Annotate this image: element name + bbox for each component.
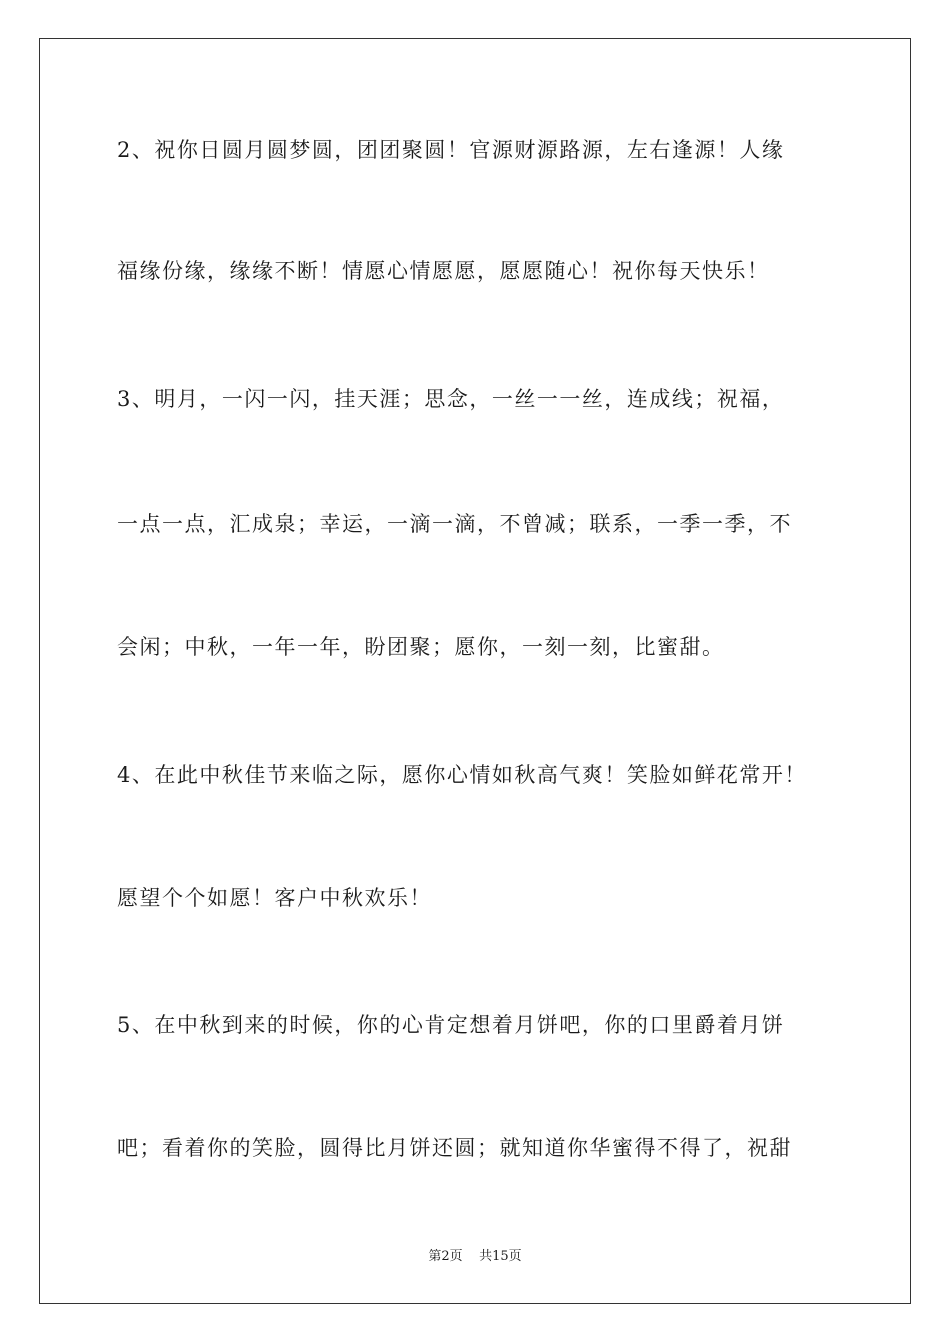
page-footer [0,1248,950,1266]
body-text-line: 一点一点，汇成泉；幸运，一滴一滴，不曾减；联系，一季一季，不 [117,512,792,536]
body-text-line: 愿望个个如愿！客户中秋欢乐！ [117,886,432,910]
body-text-line: 4、在此中秋佳节来临之际，愿你心情如秋高气爽！笑脸如鲜花常开！ [117,763,807,787]
page-border [39,38,911,1304]
body-text-line: 吧；看着你的笑脸，圆得比月饼还圆；就知道你华蜜得不得了，祝甜 [117,1136,792,1160]
page-number: 第2页 [428,1249,463,1264]
body-text-line: 3、明月，一闪一闪，挂天涯；思念，一丝一一丝，连成线；祝福， [117,387,785,411]
body-text-line: 5、在中秋到来的时候，你的心肯定想着月饼吧，你的口里爵着月饼 [117,1013,785,1037]
page-total: 共15页 [479,1249,522,1264]
body-text-line: 福缘份缘，缘缘不断！情愿心情愿愿，愿愿随心！祝你每天快乐！ [117,259,770,283]
body-text-line: 2、祝你日圆月圆梦圆，团团聚圆！官源财源路源，左右逢源！人缘 [117,138,785,162]
body-text-line: 会闲；中秋，一年一年，盼团聚；愿你，一刻一刻，比蜜甜。 [117,635,725,659]
